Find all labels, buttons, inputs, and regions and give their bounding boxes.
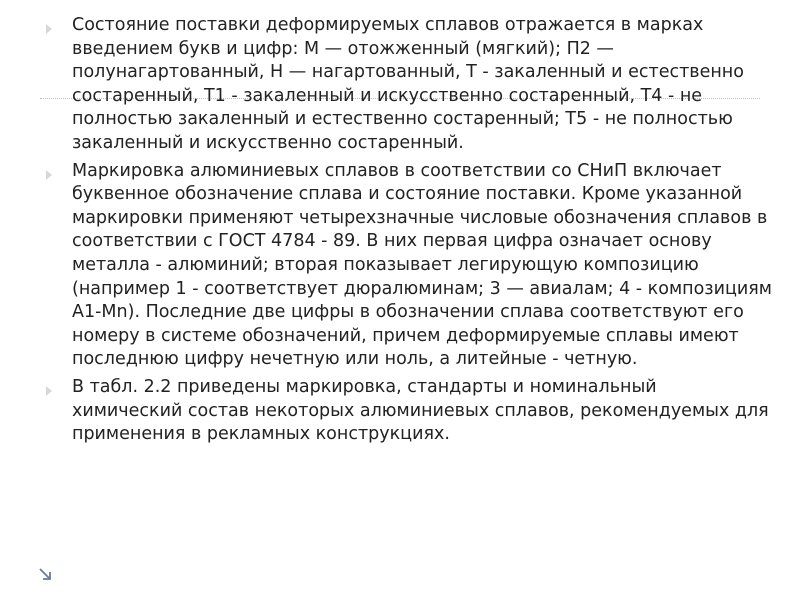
bullet-text-3: В табл. 2.2 приведены маркировка, стандарты и номинальный химический состав некоторых алюминиевых сплавов, рекомендуемых для применения в рекламных конструкциях. bbox=[72, 376, 769, 445]
bullet-item-1 bbox=[42, 14, 772, 156]
nav-arrow-icon[interactable] bbox=[37, 566, 53, 582]
bullet-item-2 bbox=[42, 160, 772, 372]
bullet-text-2: Маркировка алюминиевых сплавов в соответствии со СНиП включает буквенное обозначение сплава и состояние поставки. Кроме указанной маркировки применяют четырехзначные числовые обозначения сплавов в соответствии с ГОСТ 4784 - 89. В них первая цифра означает основу металла - алюминий; вторая показывает легирующую композицию (например 1 - соответствует дюралюминам; 3 — авиалам; 4 - композициям А1-Мn). Последние две цифры в обозначении сплава соответствуют его номеру в системе обозначений, причем деформируемые сплавы имеют последнюю цифру нечетную или ноль, а литейные - четную. bbox=[72, 160, 772, 370]
triangle-bullet-icon bbox=[46, 24, 52, 34]
bullet-text-1: Состояние поставки деформируемых сплавов отражается в марках введением букв и цифр: М — отожженный (мягкий); П2 — полунагартованный, Н — нагартованный, Т - закаленный и естественно состаренный, Т1 - закаленный и искусственно состаренный, Т4 - не полностью закаленный и естественно состаренный; Т5 - не полностью закаленный и искусственно состаренный. bbox=[72, 15, 744, 153]
bullet-item-3 bbox=[42, 376, 772, 447]
triangle-bullet-icon bbox=[46, 170, 52, 180]
bullet-list bbox=[42, 14, 772, 451]
triangle-bullet-icon bbox=[46, 386, 52, 396]
